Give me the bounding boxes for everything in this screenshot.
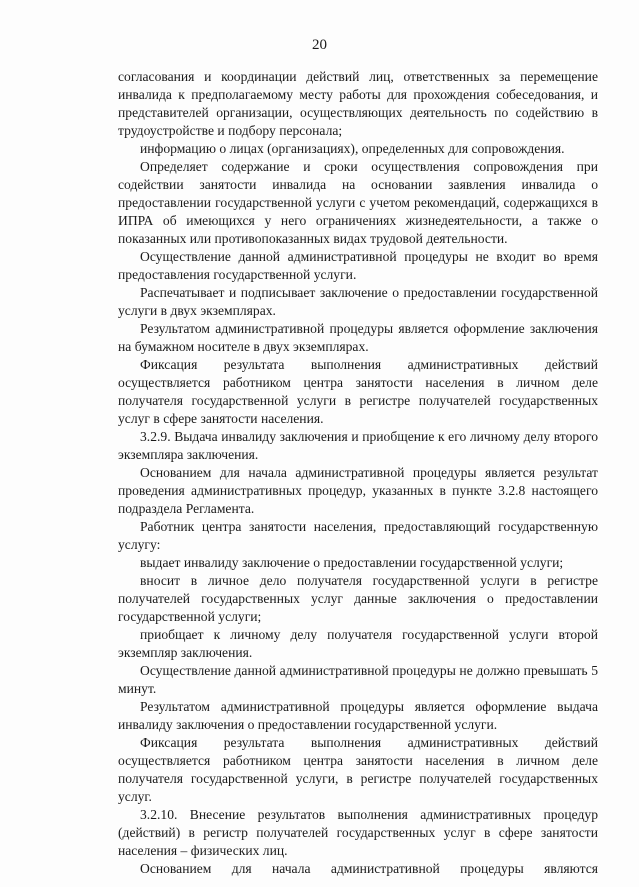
section-heading-3-2-9: 3.2.9. Выдача инвалиду заключения и приобщение к его личному делу второго экземпляра заключения. bbox=[118, 429, 598, 462]
list-item: вносит в личное дело получателя государственной услуги в регистре получателей государственных услуг данные заключения о предоставлении государственной услуги; bbox=[118, 573, 598, 624]
paragraph: Распечатывает и подписывает заключение о предоставлении государственной услуги в двух экземплярах. bbox=[118, 285, 598, 318]
paragraph: Основанием для начала административной процедуры являются bbox=[140, 861, 598, 876]
page-number: 20 bbox=[312, 37, 327, 53]
paragraph: Фиксация результата выполнения административных действий осуществляется работником центра занятости населения в личном деле получателя государственной услуги в регистре получателей государственных услуг в сфере занятости населения. bbox=[118, 357, 598, 426]
paragraph: Фиксация результата выполнения административных действий осуществляется работником центра занятости населения в личном деле получателя государственной услуги, в регистре получателей государственных услуг. bbox=[118, 735, 598, 804]
paragraph: Определяет содержание и сроки осуществления сопровождения при содействии занятости инвалида на основании заявления инвалида о предоставлении государственной услуги с учетом рекомендаций, содержащихся в ИПРА об имеющихся у него ограничениях жизнедеятельности, а также о показанных или противопоказанных видах трудовой деятельности. bbox=[118, 159, 598, 246]
paragraph: Осуществление данной административной процедуры не должно превышать 5 минут. bbox=[118, 663, 598, 696]
paragraph: информацию о лицах (организациях), определенных для сопровождения. bbox=[140, 141, 565, 156]
list-item: выдает инвалиду заключение о предоставлении государственной услуги; bbox=[140, 555, 564, 570]
section-heading-3-2-10: 3.2.10. Внесение результатов выполнения административных процедур (действий) в регистр получателей государственных услуг в сфере занятости населения – физических лиц. bbox=[118, 807, 598, 858]
paragraph: Результатом административной процедуры является оформление выдача инвалиду заключения о предоставлении государственной услуги. bbox=[118, 699, 598, 732]
paragraph: Осуществление данной административной процедуры не входит во время предоставления государственной услуги. bbox=[118, 249, 598, 282]
paragraph: Работник центра занятости населения, предоставляющий государственную услугу: bbox=[118, 519, 598, 552]
list-item: приобщает к личному делу получателя государственной услуги второй экземпляр заключения. bbox=[118, 627, 598, 660]
paragraph: согласования и координации действий лиц, ответственных за перемещение инвалида к предполагаемому месту работы для прохождения собеседования, и представителей организации, осуществляющих деятельность по содействию в трудоустройстве и подбору персонала; bbox=[118, 69, 598, 138]
paragraph: Основанием для начала административной процедуры является результат проведения административных процедур, указанных в пункте 3.2.8 настоящего подраздела Регламента. bbox=[118, 465, 598, 516]
document-body bbox=[118, 68, 598, 878]
paragraph: Результатом административной процедуры является оформление заключения на бумажном носителе в двух экземплярах. bbox=[118, 321, 598, 354]
